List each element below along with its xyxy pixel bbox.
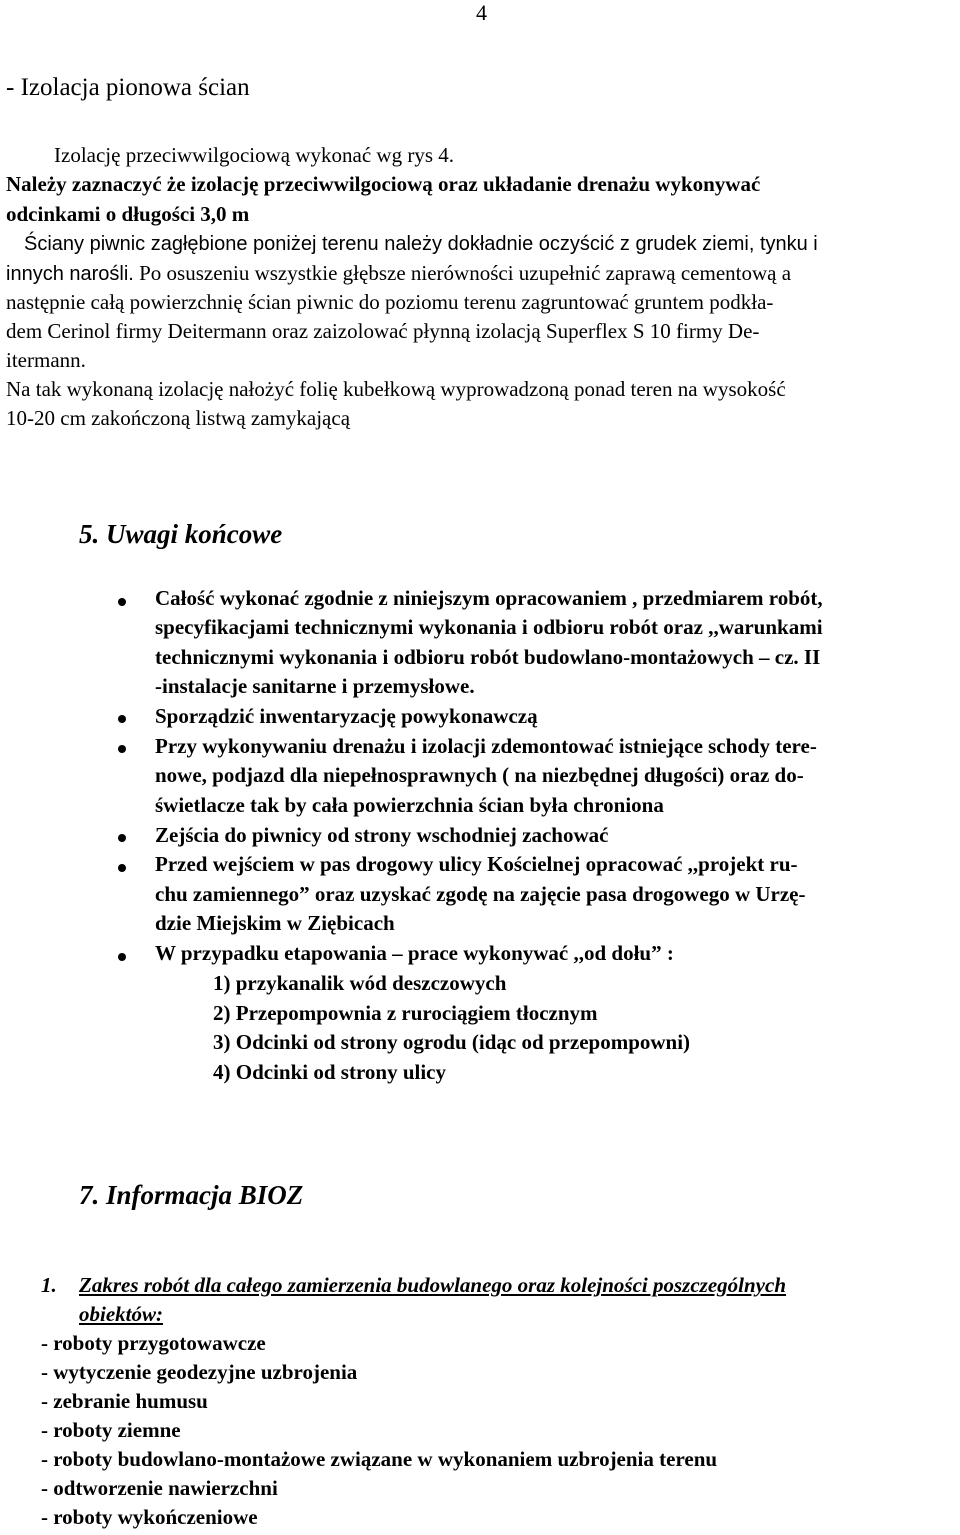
- page-number: 4: [476, 0, 487, 25]
- bullet-text-line: dzie Miejskim w Ziębicach: [155, 911, 395, 935]
- list-item: - roboty przygotowawcze: [41, 1331, 266, 1355]
- bullet-icon: [118, 745, 126, 753]
- bullet-text-line: Sporządzić inwentaryzację powykonawczą: [155, 704, 538, 728]
- paragraph-fragment: Po osuszeniu wszystkie głębsze nierówności uzupełnić zaprawą cementową a: [133, 261, 792, 285]
- paragraph-line: Na tak wykonaną izolację nałożyć folię kubełkową wyprowadzoną ponad teren na wysokość: [6, 377, 786, 401]
- bullet-text-line: Przy wykonywaniu drenażu i izolacji zdemontować istniejące schody tere-: [155, 734, 817, 758]
- numbered-item: 3) Odcinki od strony ogrodu (idąc od przepompowni): [213, 1030, 691, 1054]
- list-item: - wytyczenie geodezyjne uzbrojenia: [41, 1360, 358, 1384]
- list-item: - zebranie humusu: [41, 1389, 208, 1413]
- list-item: - roboty ziemne: [41, 1418, 181, 1442]
- paragraph-line: 10-20 cm zakończoną listwą zamykającą: [6, 406, 351, 430]
- bullet-text-line: świetlacze tak by cała powierzchnia ścian była chroniona: [155, 793, 664, 817]
- bullet-icon: [118, 834, 126, 842]
- paragraph-line: Należy zaznaczyć że izolację przeciwwilgociową oraz układanie drenażu wykonywać: [6, 172, 761, 196]
- numbered-item: 1) przykanalik wód deszczowych: [213, 971, 507, 995]
- paragraph-line: [6, 261, 791, 286]
- bullet-icon: [118, 864, 126, 872]
- section-heading-bioz: 7. Informacja BIOZ: [79, 1180, 304, 1210]
- numbered-item: 4) Odcinki od strony ulicy: [213, 1060, 446, 1084]
- bullet-icon: [118, 598, 126, 606]
- bullet-text-line: specyfikacjami technicznymi wykonania i odbioru robót oraz ,,warunkami: [155, 615, 823, 639]
- list-item: - odtworzenie nawierzchni: [41, 1476, 278, 1500]
- bullet-text-line: technicznymi wykonania i odbioru robót budowlano-montażowych – cz. II: [155, 645, 821, 669]
- list-item: - roboty wykończeniowe: [41, 1505, 258, 1529]
- subsection-title-line: obiektów:: [79, 1302, 163, 1326]
- paragraph-line: Ściany piwnic zagłębione poniżej terenu należy dokładnie oczyścić z grudek ziemi, tynku i: [24, 233, 818, 255]
- paragraph-line: Izolację przeciwwilgociową wykonać wg rys 4.: [54, 143, 455, 167]
- paragraph-line: odcinkami o długości 3,0 m: [6, 202, 250, 226]
- section-heading-izolacja: - Izolacja pionowa ścian: [6, 74, 250, 101]
- numbered-item: 2) Przepompownia z rurociągiem tłocznym: [213, 1001, 598, 1025]
- bullet-text-line: Zejścia do piwnicy od strony wschodniej zachować: [155, 823, 609, 847]
- subsection-title-line: Zakres robót dla całego zamierzenia budowlanego oraz kolejności poszczególnych: [79, 1273, 787, 1297]
- paragraph-fragment: innych narośli.: [6, 263, 134, 285]
- subsection-number: 1.: [41, 1273, 57, 1297]
- paragraph-line: dem Cerinol firmy Deitermann oraz zaizolować płynną izolacją Superflex S 10 firmy De-: [6, 319, 760, 343]
- bullet-text-line: chu zamiennego” oraz uzyskać zgodę na zajęcie pasa drogowego w Urzę-: [155, 882, 806, 906]
- bullet-text-line: Całość wykonać zgodnie z niniejszym opracowaniem , przedmiarem robót,: [155, 586, 823, 610]
- paragraph-line: następnie całą powierzchnię ścian piwnic do poziomu terenu zagruntować gruntem podkła-: [6, 290, 774, 314]
- section-heading-uwagi: 5. Uwagi końcowe: [79, 519, 283, 549]
- list-item: - roboty budowlano-montażowe związane w wykonaniem uzbrojenia terenu: [41, 1447, 718, 1471]
- bullet-text-line: W przypadku etapowania – prace wykonywać ,,od dołu” :: [155, 941, 674, 965]
- bullet-text-line: nowe, podjazd dla niepełnosprawnych ( na niezbędnej długości) oraz do-: [155, 763, 804, 787]
- bullet-text-line: -instalacje sanitarne i przemysłowe.: [155, 674, 475, 698]
- bullet-text-line: Przed wejściem w pas drogowy ulicy Kościelnej opracować ,,projekt ru-: [155, 852, 798, 876]
- bullet-icon: [118, 715, 126, 723]
- bullet-icon: [118, 953, 126, 961]
- paragraph-line: itermann.: [6, 348, 86, 372]
